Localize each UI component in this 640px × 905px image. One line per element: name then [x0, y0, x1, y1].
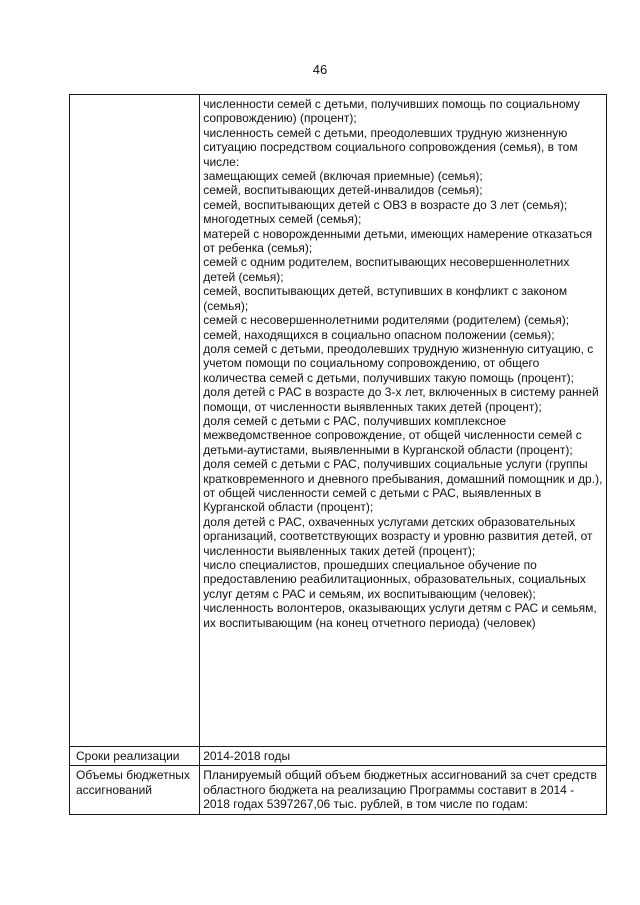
- indicator-line: доля семей с детьми с РАС, получивших комплексное межведомственное сопровождение, от общей численности семей с детьми-аутистами, выявленными в Курганской области (процент);: [203, 413, 582, 457]
- page-number: 46: [312, 62, 328, 77]
- row-label-period: Сроки реализации: [70, 747, 200, 766]
- budget-value: Планируемый общий объем бюджетных ассигнований за счет средств областного бюджета на реализацию Программы составит в 2014 - 2018 годах 5397267,06 тыс. рублей, в том числе по годам:: [200, 766, 607, 814]
- indicator-line: доля семей с детьми с РАС, получивших социальные услуги (группы кратковременного и дневного пребывания, домашний помощник и др.), от общей численности семей с детьми с РАС, выявленных в Курганской области (процент);: [203, 457, 603, 515]
- period-value: 2014-2018 годы: [200, 747, 607, 766]
- indicator-line: численность волонтеров, оказывающих услуги детям с РАС и семьям, их воспитывающим (на конец отчетного периода) (человек): [203, 601, 597, 630]
- table-row: [70, 747, 607, 766]
- indicator-line: матерей с новорожденными детьми, имеющих намерение отказаться от ребенка (семья);: [203, 226, 593, 256]
- indicator-line: численность семей с детьми, преодолевших трудную жизненную ситуацию посредством социального сопровождения (семья), в том числе:: [203, 125, 578, 169]
- row-label-budget: Объемы бюджетных ассигнований: [70, 766, 200, 814]
- indicator-line: замещающих семей (включая приемные) (семья);: [203, 169, 483, 184]
- indicator-line: семей, воспитывающих детей, вступивших в конфликт с законом (семья);: [203, 284, 568, 313]
- indicator-line: семей, воспитывающих детей с ОВЗ в возрасте до 3 лет (семья);: [203, 197, 568, 212]
- indicator-line: семей с одним родителем, воспитывающих несовершеннолетних детей (семья);: [203, 255, 570, 284]
- passport-table: [69, 94, 607, 815]
- table-row: [70, 766, 607, 814]
- row-label-empty: [70, 95, 200, 747]
- indicators-cell: [200, 95, 607, 747]
- indicator-line: семей с несовершеннолетними родителями (родителем) (семья);: [203, 313, 570, 328]
- indicator-line: доля детей с РАС в возрасте до 3-х лет, включенных в систему ранней помощи, от численности выявленных таких детей (процент);: [203, 385, 599, 414]
- indicator-line: семей, воспитывающих детей-инвалидов (семья);: [203, 183, 483, 198]
- indicator-line: семей, находящихся в социально опасном положении (семья);: [203, 327, 555, 342]
- indicator-line: численности семей с детьми, получивших помощь по социальному сопровождению) (процент);: [203, 97, 580, 126]
- indicator-line: число специалистов, прошедших специальное обучение по предоставлению реабилитационных, образовательных, социальных услуг детям с РАС и семьям, их воспитывающим (человек);: [203, 558, 586, 601]
- indicator-line: доля семей с детьми, преодолевших трудную жизненную ситуацию, с учетом помощи по социальному сопровождению, от общего количества семей с детьми, получивших такую помощь (процент);: [203, 341, 594, 385]
- indicator-line: многодетных семей (семья);: [203, 212, 362, 227]
- indicator-line: доля детей с РАС, охваченных услугами детских образовательных организаций, соответствующих возрасту и уровню развития детей, от численности выявленных таких детей (процент);: [203, 514, 593, 558]
- table-row: [70, 95, 607, 747]
